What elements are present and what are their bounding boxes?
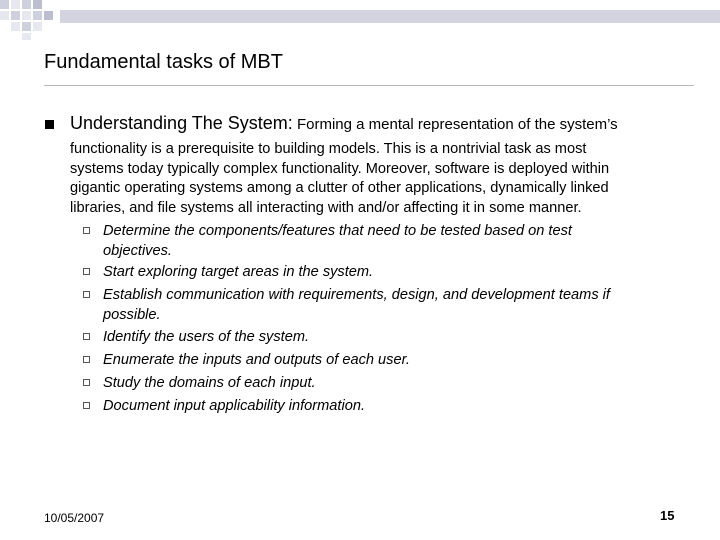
paragraph-line: functionality is a prerequisite to building models. This is a nontrivial task as most	[70, 141, 587, 157]
footer-date: 10/05/2007	[44, 511, 105, 525]
checkbox-bullet-icon	[83, 291, 90, 298]
sub-bullet-line: Study the domains of each input.	[103, 375, 316, 391]
square-bullet-icon	[45, 120, 54, 129]
sub-bullet-line: Enumerate the inputs and outputs of each user.	[103, 352, 410, 368]
checkbox-bullet-icon	[83, 356, 90, 363]
header-decoration	[0, 0, 720, 40]
checkbox-bullet-icon	[83, 402, 90, 409]
sub-bullet-text	[103, 374, 683, 394]
sub-bullet-text	[103, 222, 683, 261]
checkbox-bullet-icon	[83, 268, 90, 275]
checkbox-bullet-icon	[83, 227, 90, 234]
slide-title: Fundamental tasks of MBT	[44, 51, 283, 73]
sub-bullet-line: Identify the users of the system.	[103, 329, 310, 345]
paragraph-line: systems today typically complex functionality. Moreover, software is deployed within	[70, 160, 610, 177]
checkbox-bullet-icon	[83, 379, 90, 386]
sub-bullet-line: Document input applicability information.	[103, 398, 366, 414]
checkbox-bullet-icon	[83, 333, 90, 340]
sub-bullet-line: Determine the components/features that need to be tested based on test	[103, 223, 572, 239]
paragraph-line: gigantic operating systems among a clutter of other applications, dynamically linked	[70, 180, 609, 196]
sub-bullet-text	[103, 397, 683, 417]
sub-bullet-line: objectives.	[103, 242, 172, 259]
bullet-heading: Understanding The System:	[70, 113, 293, 133]
sub-bullet-line: possible.	[103, 306, 161, 323]
bullet-paragraph	[70, 140, 690, 218]
sub-bullet-text	[103, 286, 683, 325]
title-divider	[44, 85, 694, 86]
bullet-lead-text: Forming a mental representation of the system’s	[292, 116, 618, 133]
sub-bullet-text	[103, 263, 683, 283]
bullet-heading-line	[70, 113, 710, 134]
sub-bullet-line: Start exploring target areas in the system.	[103, 264, 374, 280]
page-number: 15	[660, 508, 675, 523]
sub-bullet-text	[103, 328, 683, 348]
sub-bullet-line: Establish communication with requirements, design, and development teams if	[103, 287, 610, 303]
sub-bullet-text	[103, 351, 683, 371]
paragraph-line: libraries, and file systems all interacting with and/or affecting it in some manner.	[70, 199, 582, 216]
